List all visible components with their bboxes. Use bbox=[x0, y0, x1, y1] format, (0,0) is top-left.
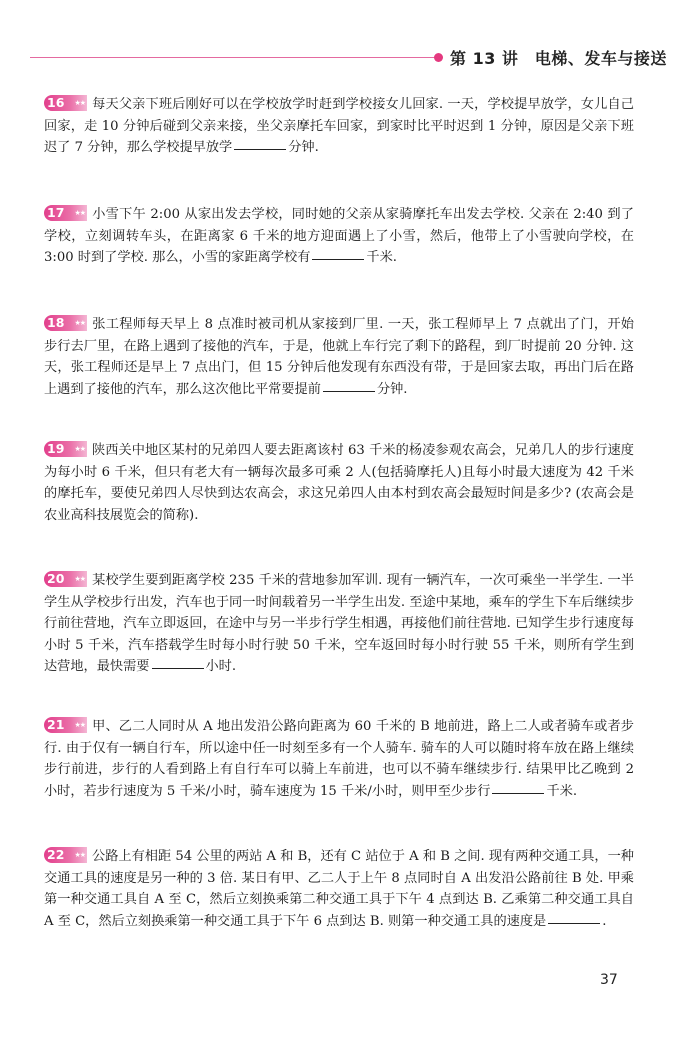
problem-text-end: 分钟. bbox=[288, 140, 319, 155]
problem-16 bbox=[44, 94, 634, 159]
answer-blank bbox=[152, 667, 204, 669]
problem-22 bbox=[44, 846, 634, 932]
star-rating-icon: ★★ bbox=[74, 209, 85, 217]
problem-text: 张工程师每天早上 8 点准时被司机从家接到厂里. 一天，张工程师早上 7 点就出了门，开始步行去厂里，在路上遇到了接他的汽车，于是，他就上车行完了剩下的路程，到厂时提前 20 分钟. 这天，张工程师还是早上 7 点出门，但 15 分钟后他发现有东西没有带，于是回家去取，再出门后在路上遇到了接他的汽车，那么这次他比平常要提前 bbox=[44, 317, 634, 397]
problem-18 bbox=[44, 314, 634, 400]
star-rating-icon: ★★ bbox=[74, 575, 85, 583]
problem-text: 某校学生要到距离学校 235 千米的营地参加军训. 现有一辆汽车，一次可乘坐一半学生. 一半学生从学校步行出发，汽车也于同一时间载着另一半学生出发. 至途中某地，乘车的学生下车后继续步行前往营地，汽车立即返回，在途中与另一半步行学生相遇，再接他们前往营地. 已知学生步行速度每小时 5 千米，汽车搭载学生时每小时行驶 50 千米，空车返回时每小时行驶 55 千米，则所有学生到达营地，最快需要 bbox=[44, 573, 634, 674]
header-rule bbox=[30, 57, 438, 58]
page-number: 37 bbox=[600, 972, 618, 988]
problem-number-badge: 21 ★★ bbox=[44, 717, 87, 733]
problem-text: 小雪下午 2:00 从家出发去学校，同时她的父亲从家骑摩托车出发去学校. 父亲在 2:40 到了学校，立刻调转车头，在距离家 6 千米的地方迎面遇上了小雪，然后，他带上了小雪驶向学校，在 3:00 时到了学校. 那么，小雪的家距离学校有 bbox=[44, 207, 634, 265]
problem-20 bbox=[44, 570, 634, 678]
problem-text-end: 千米. bbox=[366, 250, 397, 265]
star-rating-icon: ★★ bbox=[74, 851, 85, 859]
star-rating-icon: ★★ bbox=[74, 99, 85, 107]
problem-number-badge: 22 ★★ bbox=[44, 847, 87, 863]
header-dot-icon bbox=[434, 53, 443, 62]
problem-number-badge: 16 ★★ bbox=[44, 95, 87, 111]
chapter-title: 第 13 讲 电梯、发车与接送 bbox=[450, 49, 667, 68]
answer-blank bbox=[548, 922, 600, 924]
problem-21 bbox=[44, 716, 634, 802]
answer-blank bbox=[312, 258, 364, 260]
problem-number-badge: 18 ★★ bbox=[44, 315, 87, 331]
problem-number-badge: 17 ★★ bbox=[44, 205, 87, 221]
answer-blank bbox=[234, 148, 286, 150]
problem-number-badge: 20 ★★ bbox=[44, 571, 87, 587]
problem-17 bbox=[44, 204, 634, 269]
problem-text-end: 千米. bbox=[546, 783, 578, 799]
problem-19 bbox=[44, 440, 634, 526]
problem-text: 公路上有相距 54 公里的两站 A 和 B，还有 C 站位于 A 和 B 之间. 现有两种交通工具，一种交通工具的速度是另一种的 3 倍. 某日有甲、乙二人于上午 8 点同时自 A 出发沿公路前往 B 处. 甲乘第一种交通工具自 A 至 C，然后立刻换乘第二种交通工具于下午 4 点到达 B. 乙乘第二种交通工具自 A 至 C，然后立刻换乘第一种交通工具于下午 6 点到达 B. 则第一种交通工具的速度是 bbox=[44, 849, 634, 929]
problem-text: 每天父亲下班后刚好可以在学校放学时赶到学校接女儿回家. 一天，学校提早放学，女儿自己回家，走 10 分钟后碰到父亲来接，坐父亲摩托车回家，到家时比平时迟到 1 分钟，原因是父亲下班迟了 7 分钟，那么学校提早放学 bbox=[44, 97, 634, 155]
problem-text-end: 分钟. bbox=[376, 381, 408, 397]
problem-text: 陕西关中地区某村的兄弟四人要去距离该村 63 千米的杨凌参观农高会，兄弟几人的步行速度为每小时 6 千米，但只有老大有一辆每次最多可乘 2 人(包括骑摩托人)且每小时最大速度为 42 千米的摩托车，要使兄弟四人尽快到达农高会，求这兄弟四人由本村到农高会最短时间是多少? (农高会是农业高科技展览会的简称). bbox=[44, 443, 634, 523]
answer-blank bbox=[323, 390, 375, 392]
star-rating-icon: ★★ bbox=[74, 721, 85, 729]
problem-number-badge: 19 ★★ bbox=[44, 441, 87, 457]
page-header bbox=[30, 46, 670, 68]
answer-blank bbox=[492, 792, 544, 794]
star-rating-icon: ★★ bbox=[74, 319, 85, 327]
problem-text: 甲、乙二人同时从 A 地出发沿公路向距离为 60 千米的 B 地前进，路上二人或者骑车或者步行. 由于仅有一辆自行车，所以途中任一时刻至多有一个人骑车. 骑车的人可以随时将车放在路上继续步行前进，步行的人看到路上有自行车可以骑上车前进，也可以不骑车继续步行. 结果甲比乙晚到 2 小时，若步行速度为 5 千米/小时，骑车速度为 15 千米/小时，则甲至少步行 bbox=[44, 719, 634, 799]
star-rating-icon: ★★ bbox=[74, 445, 85, 453]
problem-text-end: . bbox=[602, 913, 607, 929]
problem-text-end: 小时. bbox=[205, 659, 237, 674]
